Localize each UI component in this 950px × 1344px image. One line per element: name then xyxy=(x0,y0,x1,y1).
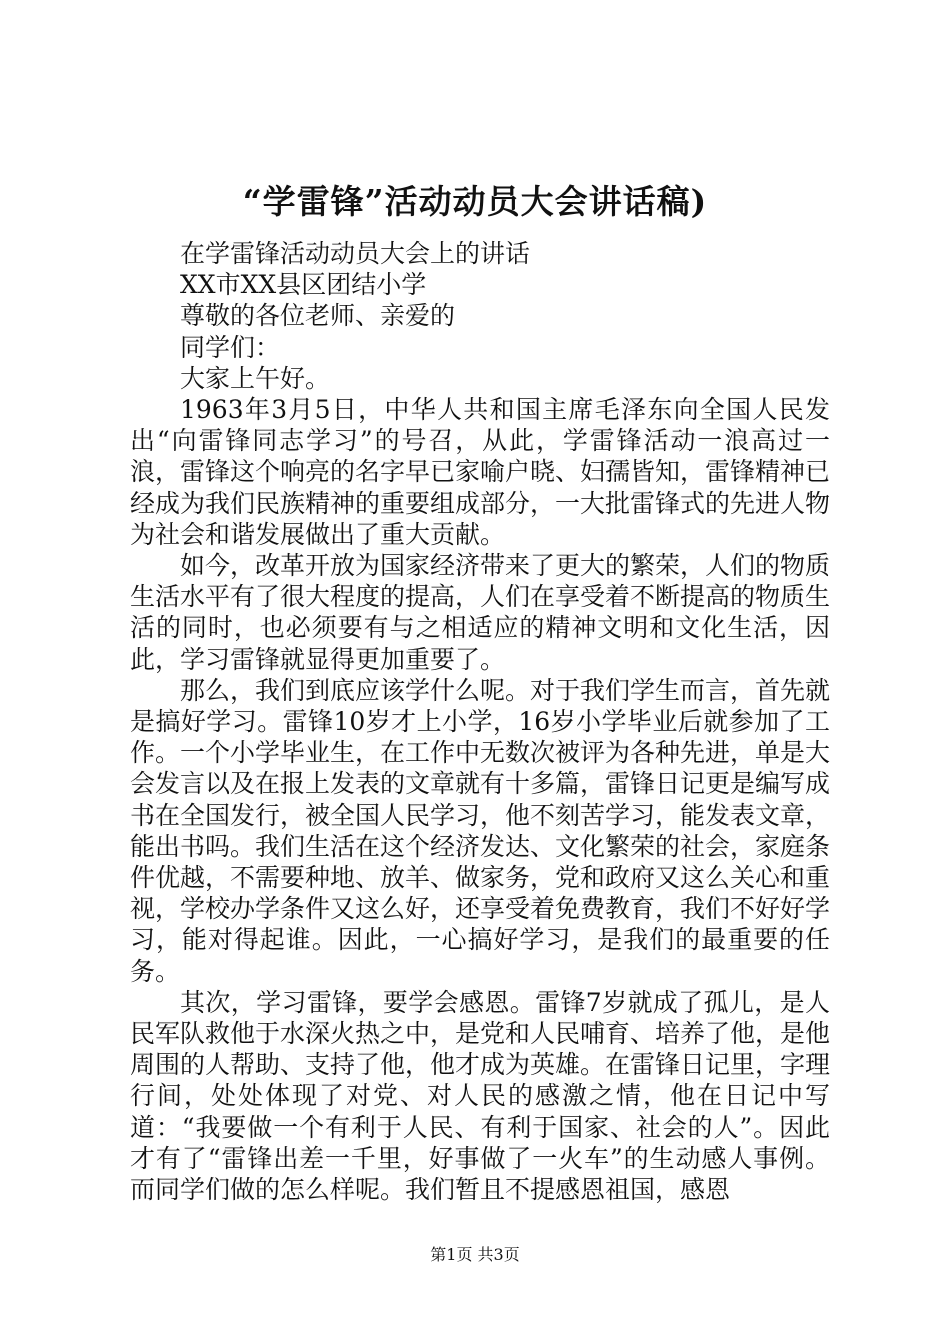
document-title: “学雷锋”活动动员大会讲话稿) xyxy=(242,182,708,221)
paragraph-2: 如今，改革开放为国家经济带来了更大的繁荣，人们的物质生活水平有了很大程度的提高，人们在享受着不断提高的物质生活的同时，也必须要有与之相适应的精神文明和文化生活，因此，学习雷锋就显得更加重要了。 xyxy=(130,551,831,674)
page-footer: 第1页 共3页 xyxy=(430,1245,520,1264)
paragraph-3: 那么，我们到底应该学什么呢。对于我们学生而言，首先就是搞好学习。雷锋10岁才上小学，16岁小学毕业后就参加了工作。一个小学毕业生，在工作中无数次被评为各种先进，单是大会发言以及在报上发表的文章就有十多篇，雷锋日记更是编写成书在全国发行，被全国人民学习，他不刻苦学习，能发表文章，能出书吗。我们生活在这个经济发达、文化繁荣的社会，家庭条件优越，不需要种地、放羊、做家务，党和政府又这么关心和重视，学校办学条件又这么好，还享受着免费教育，我们不好好学习，能对得起谁。因此，一心搞好学习，是我们的最重要的任务。 xyxy=(130,675,831,986)
speech-heading: 在学雷锋活动动员大会上的讲话 xyxy=(180,239,531,268)
greeting: 大家上午好。 xyxy=(180,363,331,393)
salutation-line-1: 尊敬的各位老师、亲爱的 xyxy=(180,301,456,331)
salutation-line-2: 同学们： xyxy=(180,332,281,362)
school-name: XX市XX县区团结小学 xyxy=(180,270,427,300)
paragraph-1: 1963年3月5日，中华人共和国主席毛泽东向全国人民发出“向雷锋同志学习”的号召，从此，学雷锋活动一浪高过一浪，雷锋这个响亮的名字早已家喻户晓、妇孺皆知，雷锋精神已经成为我们民族精神的重要组成部分，一大批雷锋式的先进人物为社会和谐发展做出了重大贡献。 xyxy=(130,395,831,549)
paragraph-4: 其次，学习雷锋，要学会感恩。雷锋7岁就成了孤儿，是人民军队救他于水深火热之中，是党和人民哺育、培养了他，是他周围的人帮助、支持了他，他才成为英雄。在雷锋日记里，字理行间，处处体现了对党、对人民的感激之情，他在日记中写道：“我要做一个有利于人民、有利于国家、社会的人”。因此才有了“雷锋出差一千里，好事做了一火车”的生动感人事例。而同学们做的怎么样呢。我们暂且不提感恩祖国，感恩 xyxy=(130,987,831,1205)
document-body xyxy=(130,238,830,1205)
